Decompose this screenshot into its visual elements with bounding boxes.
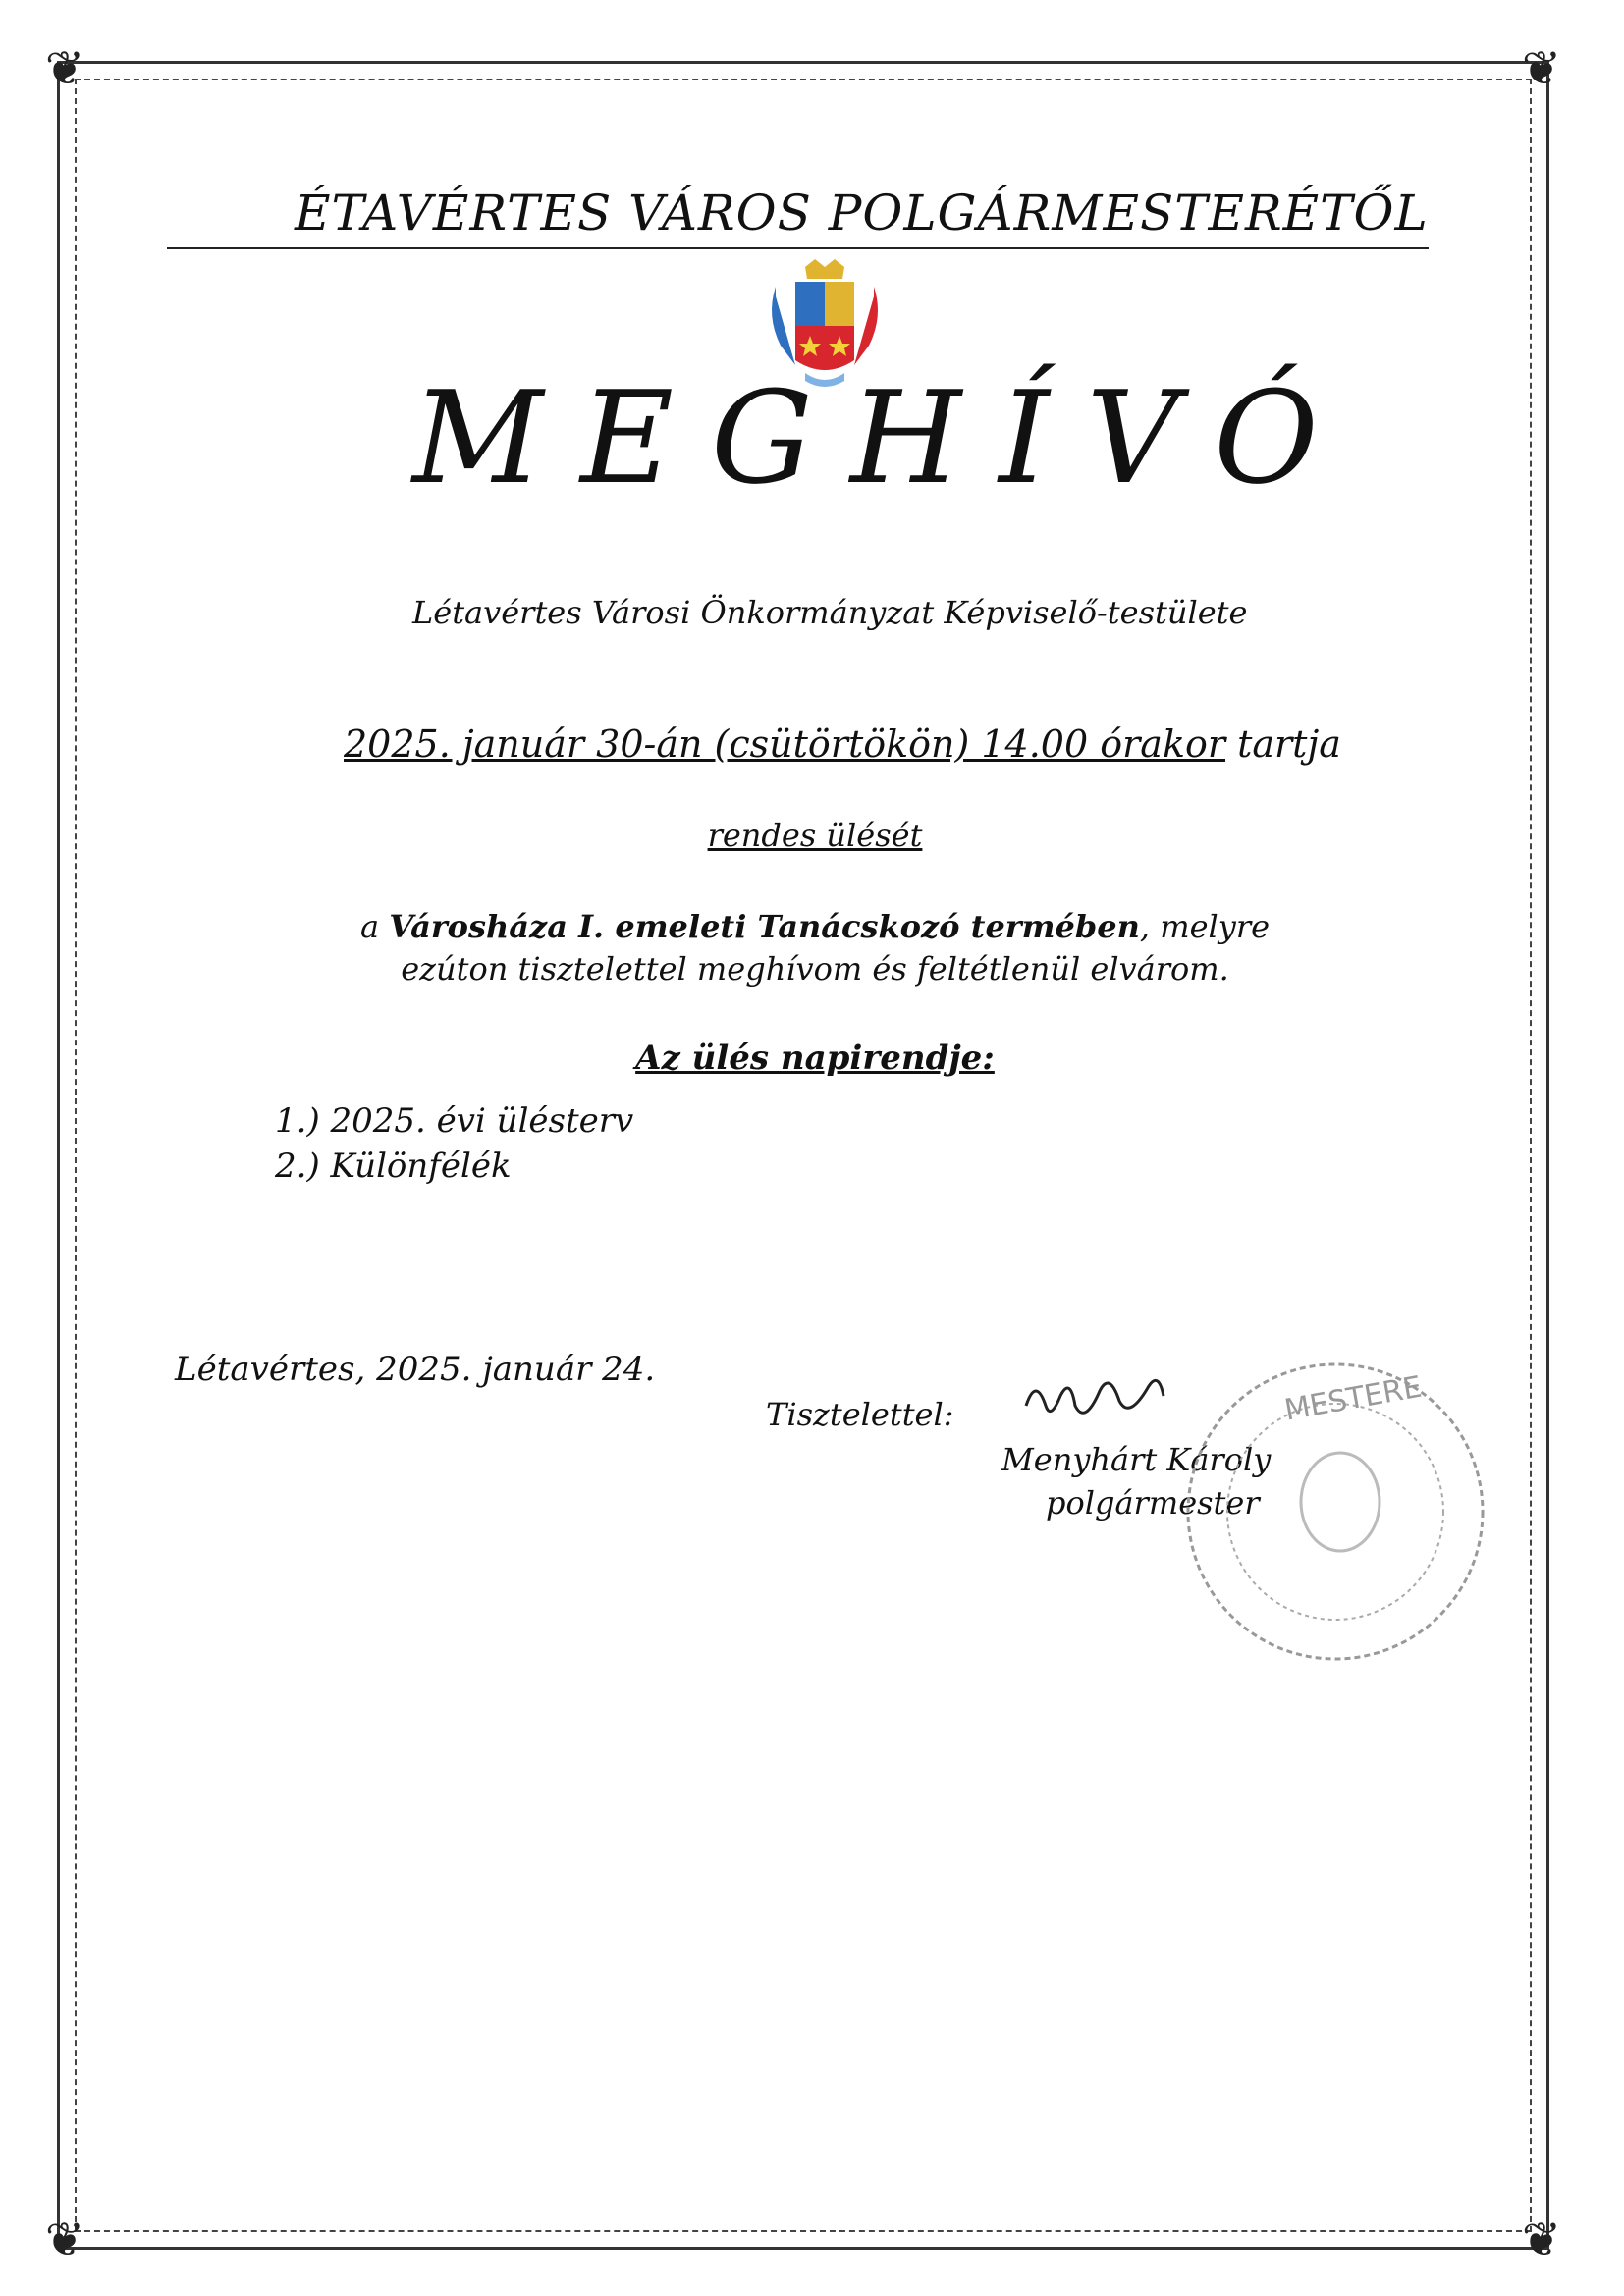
stamp-text: MESTERE [1281,1369,1425,1428]
session-type: rendes ülését [707,817,923,854]
official-stamp-icon [1178,1355,1492,1669]
agenda-item: 2.) Különfélék [275,1147,512,1186]
invite-line: ezúton tisztelettel meghívom és feltétlenül elvárom. [401,950,1229,988]
header-divider [167,247,1429,249]
corner-ornament-icon: ❦ [1521,41,1562,96]
venue-name: Városháza I. emeleti Tanácskozó termében [389,908,1140,945]
venue-prefix: a [359,908,390,945]
corner-ornament-icon: ❦ [44,41,85,96]
corner-ornament-icon: ❦ [44,2213,85,2268]
meeting-datetime-line [344,722,1341,766]
venue-suffix: , melyre [1139,908,1271,945]
meeting-suffix: tartja [1225,722,1341,766]
place-and-date: Létavértes, 2025. január 24. [175,1350,656,1389]
closing-greeting: Tisztelettel: [766,1396,954,1433]
signatory-title: polgármester [1046,1484,1260,1522]
agenda-item: 1.) 2025. évi ülésterv [275,1101,634,1141]
handwritten-signature-icon [1021,1366,1168,1435]
venue-line [353,908,1276,945]
organization-name: Létavértes Városi Önkormányzat Képviselő-testülete [412,594,1248,631]
signatory-name: Menyhárt Károly [1001,1441,1272,1478]
corner-ornament-icon: ❦ [1521,2213,1562,2268]
document-title: MEGHÍVÓ [412,363,1356,512]
agenda-title: Az ülés napirendje: [635,1039,995,1078]
meeting-datetime: 2025. január 30-án (csütörtökön) 14.00 órakor [344,722,1226,766]
header-title: ÉTAVÉRTES VÁROS POLGÁRMESTERÉTŐL [295,185,1429,241]
